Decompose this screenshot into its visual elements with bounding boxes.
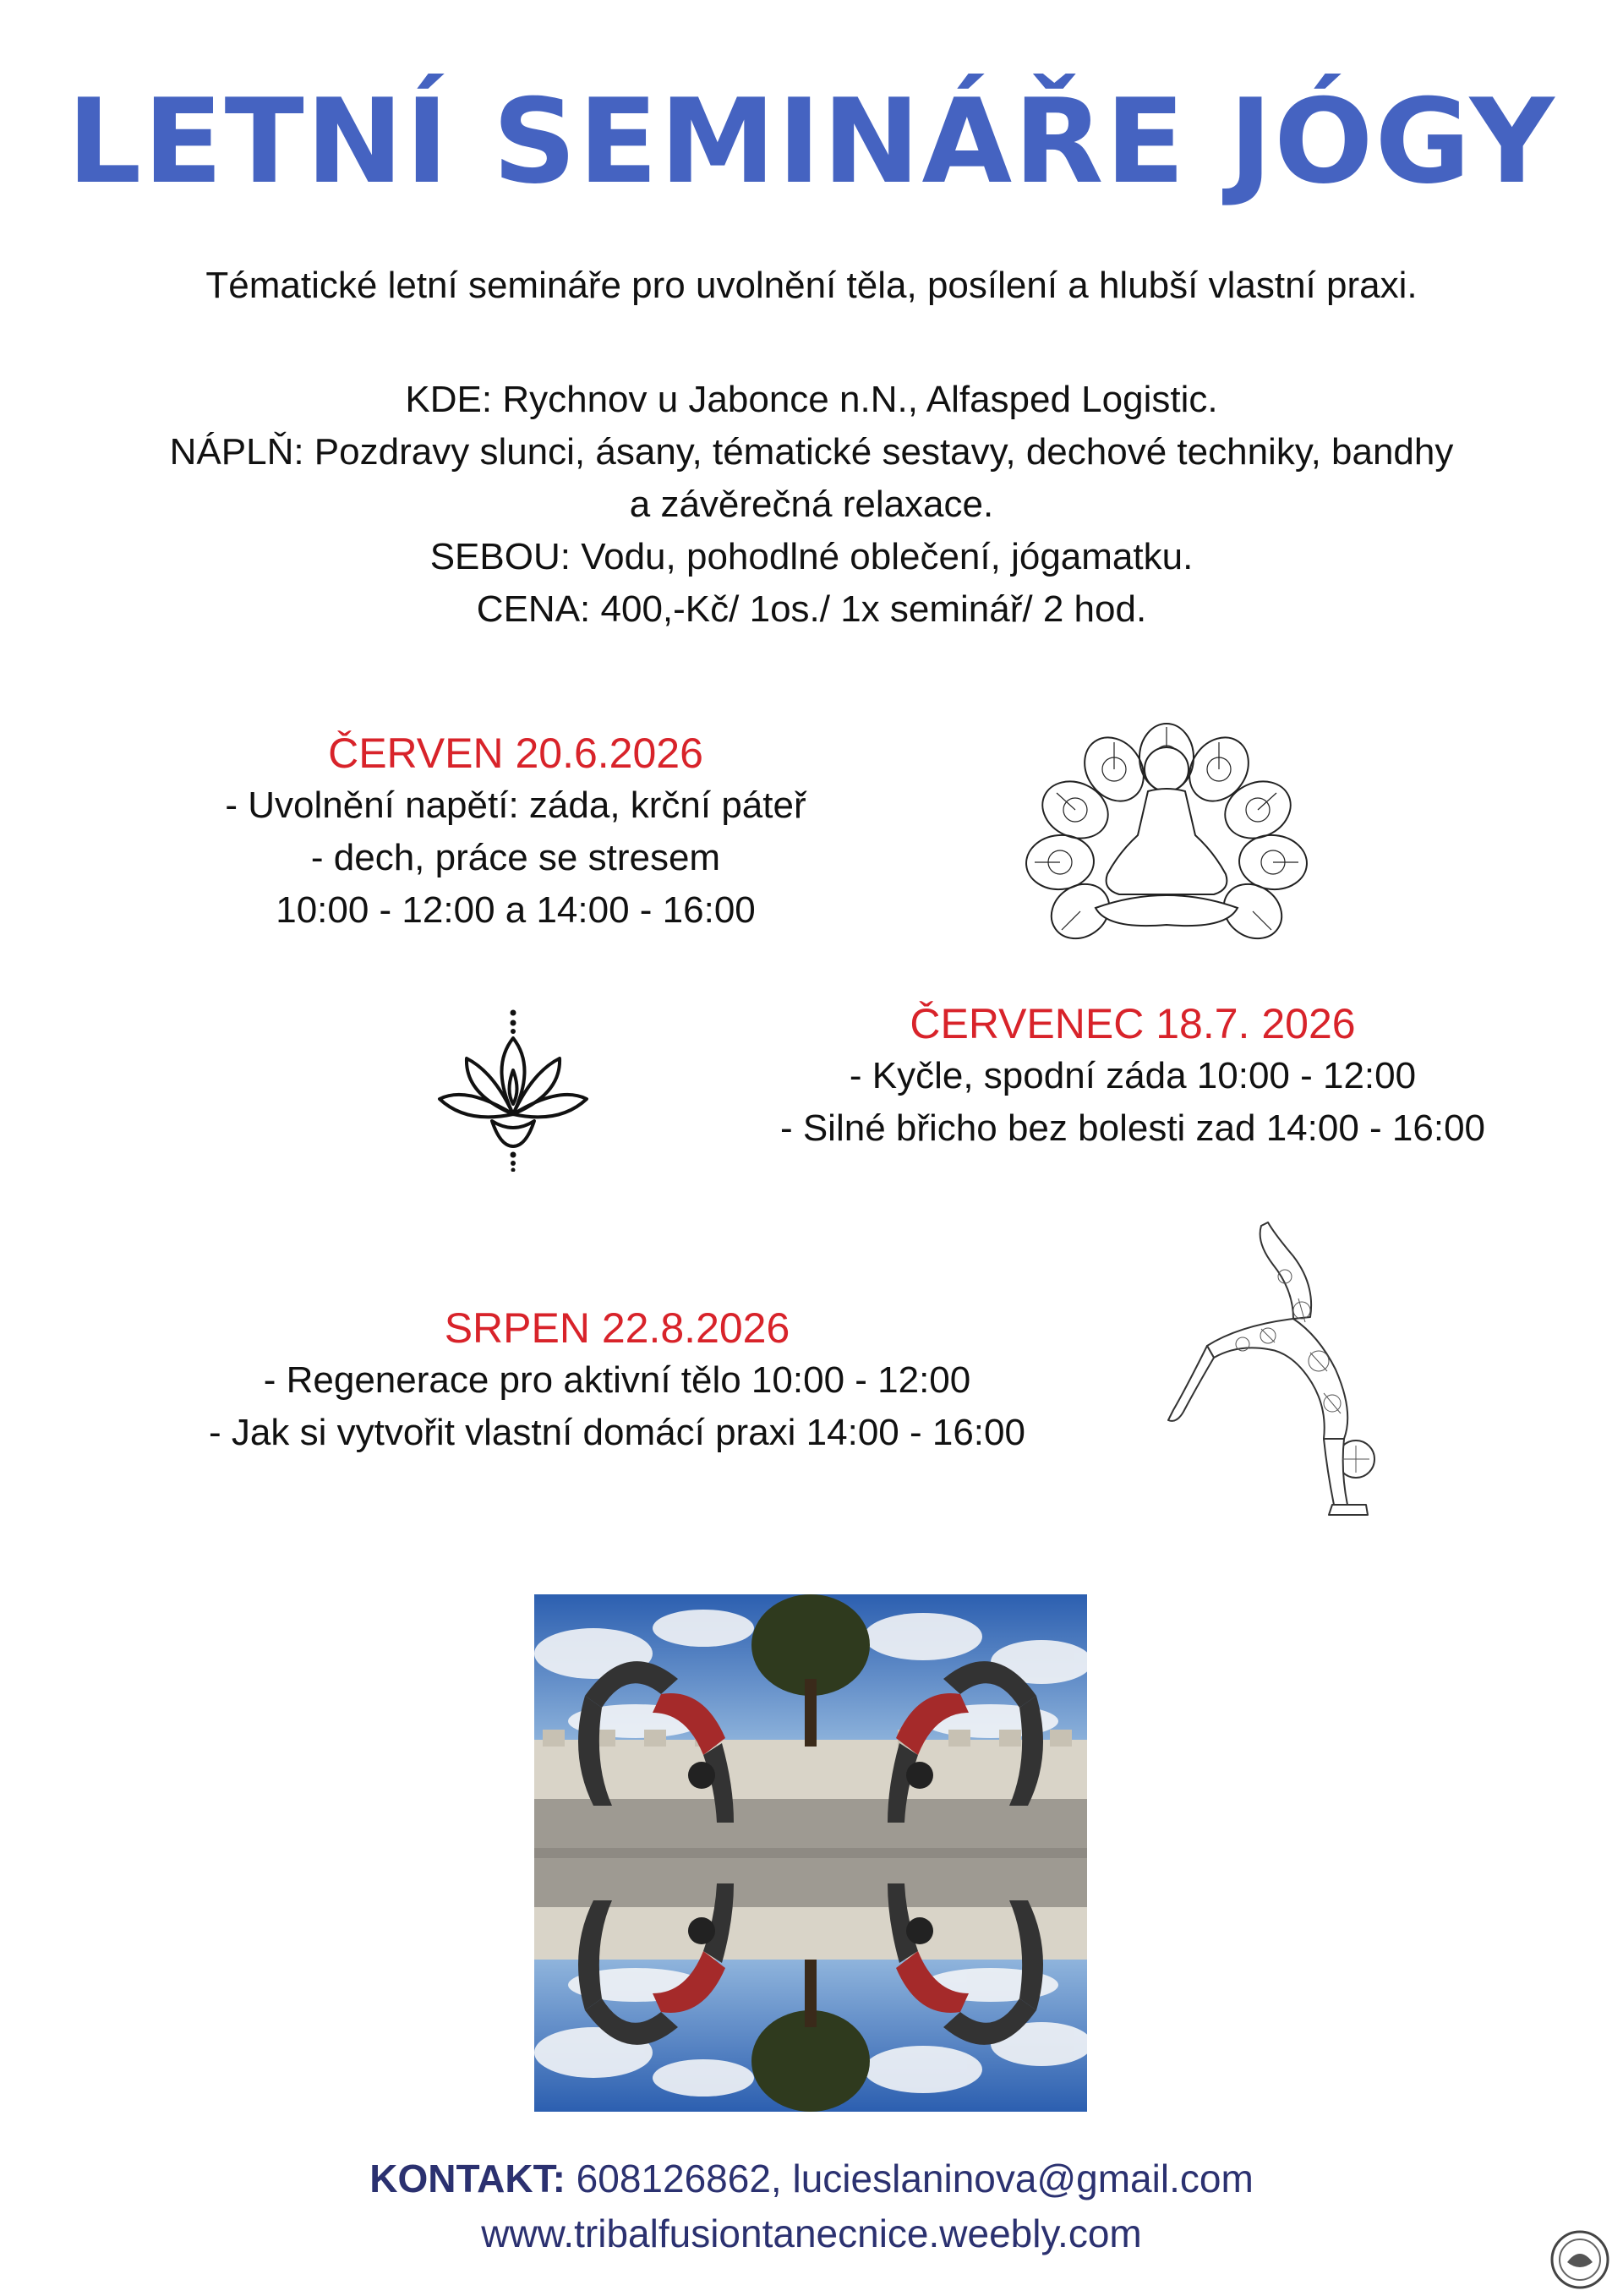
section-june-line-3: 10:00 - 12:00 a 14:00 - 16:00: [276, 889, 756, 931]
round-stamp-icon: [1549, 2228, 1611, 2291]
section-july-line-1: - Kyčle, spodní záda 10:00 - 12:00: [849, 1055, 1417, 1096]
contact-value[interactable]: 608126862, lucieslaninova@gmail.com: [565, 2157, 1254, 2200]
info-kde-label: KDE:: [405, 379, 493, 420]
info-sebou: [0, 531, 1623, 583]
info-kde-value: Rychnov u Jabonce n.N., Alfasped Logistic.: [492, 379, 1218, 420]
yoga-photo-collage: [534, 1594, 1087, 2112]
info-naplne-label: NÁPLŇ:: [169, 431, 304, 473]
info-sebou-label: SEBOU:: [429, 536, 571, 577]
section-august-title: SRPEN 22.8.2026: [444, 1304, 790, 1352]
info-kde: [0, 374, 1623, 426]
info-cena-value: 400,-Kč/ 1os./ 1x seminář/ 2 hod.: [590, 588, 1147, 630]
page-subtitle: Tématické letní semináře pro uvolnění těla, posílení a hlubší vlastní praxi.: [205, 265, 1418, 306]
section-july-title: ČERVENEC 18.7. 2026: [910, 1000, 1356, 1047]
info-naplne-value: Pozdravy slunci, ásany, tématické sestavy, dechové techniky, bandhy: [303, 431, 1454, 473]
section-july: [727, 998, 1538, 1155]
section-june-line-2: - dech, práce se stresem: [310, 837, 721, 878]
section-august: [144, 1302, 1090, 1459]
info-naplne-cont: a závěrečná relaxace.: [629, 484, 994, 525]
section-july-line-2: - Silné břicho bez bolesti zad 14:00 - 16:00: [779, 1107, 1486, 1149]
yoga-pose-mandala-icon: [1167, 1217, 1420, 1522]
lotus-icon: [433, 1006, 593, 1172]
section-june: [135, 727, 896, 937]
website-link[interactable]: www.tribalfusiontanecnice.weebly.com: [481, 2211, 1142, 2255]
info-cena-label: CENA:: [476, 588, 591, 630]
section-june-line-1: - Uvolnění napětí: záda, krční páteř: [225, 784, 806, 826]
contact-label: KONTAKT:: [369, 2157, 566, 2200]
section-august-line-1: - Regenerace pro aktivní tělo 10:00 - 12:00: [263, 1359, 971, 1401]
page-title: LETNÍ SEMINÁŘE JÓGY: [67, 74, 1556, 210]
section-august-line-2: - Jak si vytvořit vlastní domácí praxi 14:00 - 16:00: [209, 1412, 1025, 1453]
contact-line: [0, 2152, 1623, 2205]
meditation-mandala-icon: [1014, 708, 1319, 962]
info-sebou-value: Vodu, pohodlné oblečení, jógamatku.: [570, 536, 1194, 577]
info-cena: [0, 583, 1623, 636]
section-june-title: ČERVEN 20.6.2026: [328, 730, 703, 777]
info-naplne: [0, 426, 1623, 478]
